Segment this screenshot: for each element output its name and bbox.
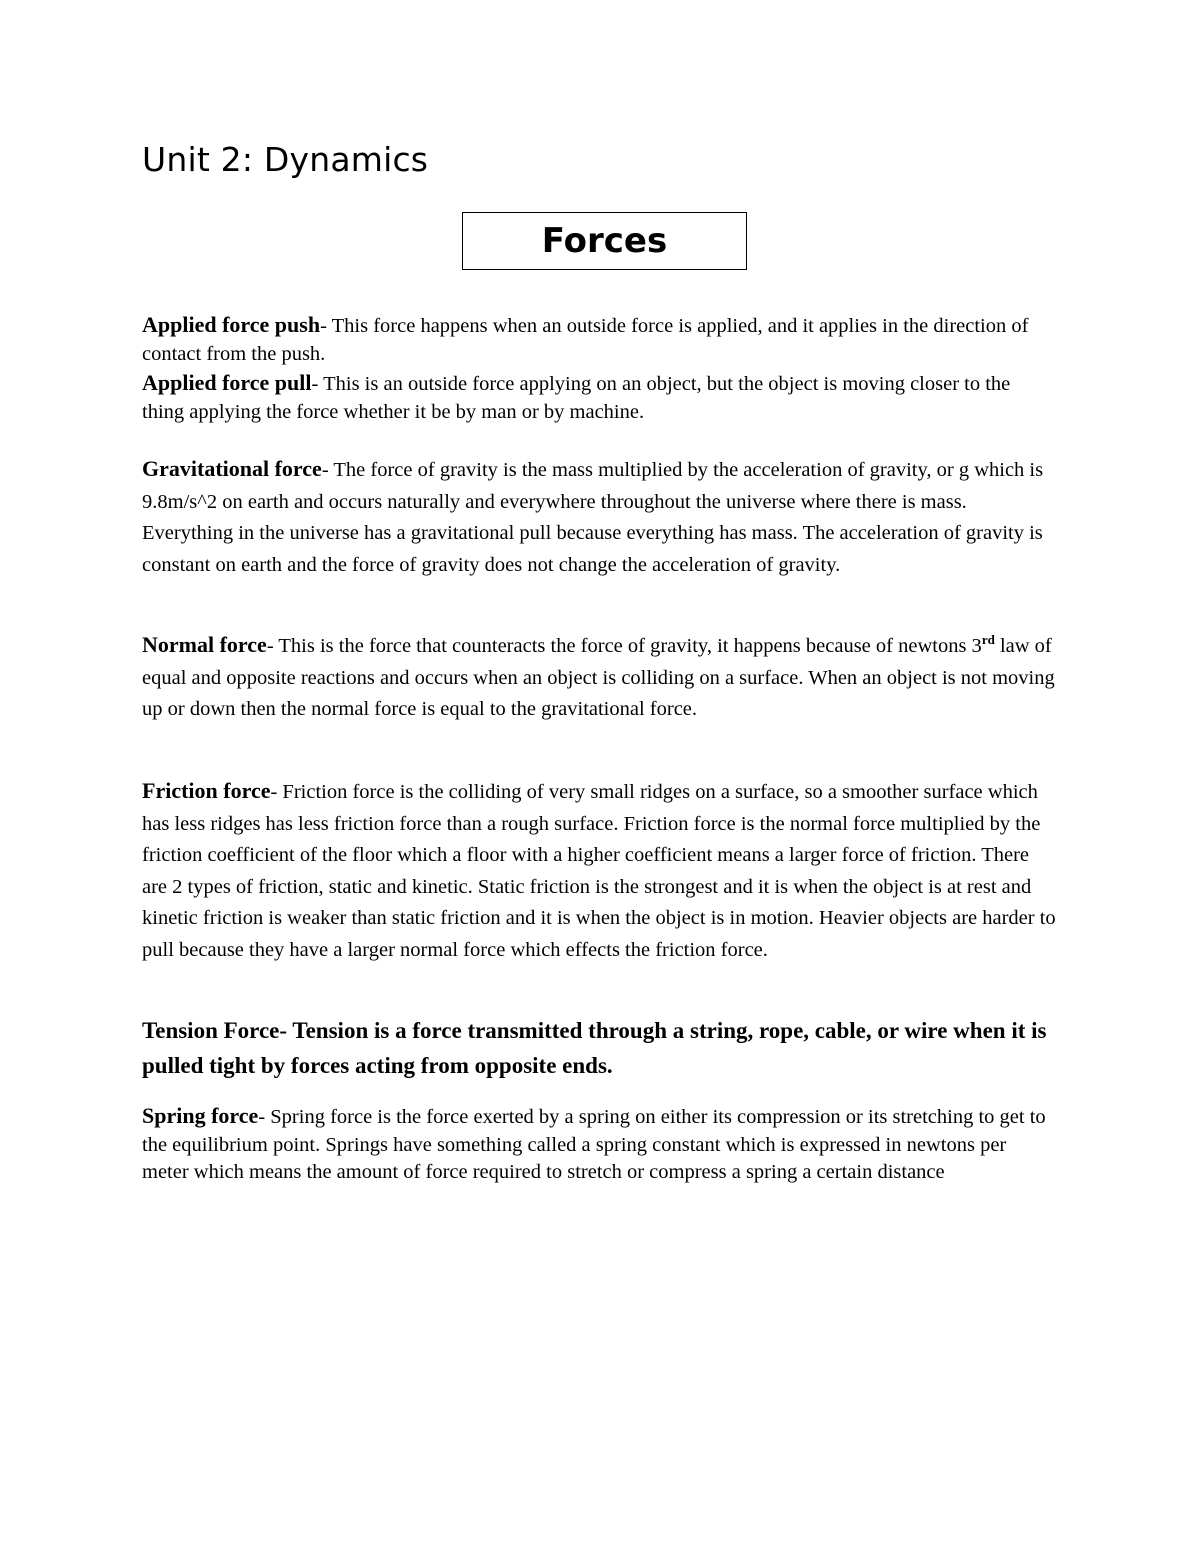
definition-text-normal-force-before: - This is the force that counteracts the force of gravity, it happens because of newtons 3 <box>266 635 982 657</box>
definition-text-applied-force-pull: - This is an outside force applying on an object, but the object is moving closer to the thing applying the force whether it be by man or by machine. <box>142 373 1011 423</box>
term-applied-force-pull: Applied force pull <box>142 370 312 395</box>
definition-text-tension-force: - Tension is a force transmitted through a string, rope, cable, or wire when it is pulled tight by forces acting from opposite ends. <box>142 1018 1047 1078</box>
definition-friction-force <box>142 775 1057 966</box>
definition-text-friction-force: - Friction force is the colliding of very small ridges on a surface, so a smoother surface which has less ridges has less friction force than a rough surface. Friction force is the normal force multiplied by the friction coefficient of the floor which a floor with a higher coefficient means a larger force of friction. There are 2 types of friction, static and kinetic. Static friction is the strongest and it is when the object is at rest and kinetic friction is weaker than static friction and it is when the object is in motion. Heavier objects are harder to pull because they have a larger normal force which effects the friction force. <box>142 781 1056 961</box>
definition-gravitational-force <box>142 453 1057 581</box>
definition-tension-force <box>142 1013 1057 1083</box>
term-friction-force: Friction force <box>142 778 271 803</box>
definition-text-applied-force-push: - This force happens when an outside force is applied, and it applies in the direction of contact from the push. <box>142 315 1029 365</box>
term-spring-force: Spring force <box>142 1103 259 1128</box>
term-gravitational-force: Gravitational force <box>142 456 322 481</box>
term-normal-force: Normal force <box>142 632 267 657</box>
section-title-box <box>462 212 747 270</box>
definition-applied-force-push <box>142 311 1057 368</box>
definition-normal-force <box>142 629 1057 726</box>
term-applied-force-push: Applied force push <box>142 312 321 337</box>
definition-text-normal-force-after: law of equal and opposite reactions and occurs when an object is colliding on a surface. When an object is not moving up or down then the normal force is equal to the gravitational force. <box>142 635 1055 720</box>
definition-text-gravitational-force: - The force of gravity is the mass multiplied by the acceleration of gravity, or g which is 9.8m/s^2 on earth and occurs naturally and everywhere throughout the universe where there is mass. Everything in the universe has a gravitational pull because everything has mass. The acceleration of gravity is constant on earth and the force of gravity does not change the acceleration of gravity. <box>142 459 1044 576</box>
definition-spring-force <box>142 1102 1057 1187</box>
definition-text-spring-force: - Spring force is the force exerted by a spring on either its compression or its stretching to get to the equilibrium point. Springs have something called a spring constant which is expressed in newtons per meter which means the amount of force required to stretch or compress a spring a certain distance <box>142 1106 1046 1183</box>
unit-title: Unit 2: Dynamics <box>142 140 429 179</box>
ordinal-superscript: rd <box>981 632 995 648</box>
definition-applied-force-pull <box>142 369 1057 426</box>
section-title: Forces <box>541 221 668 261</box>
term-tension-force: Tension Force <box>142 1018 280 1043</box>
